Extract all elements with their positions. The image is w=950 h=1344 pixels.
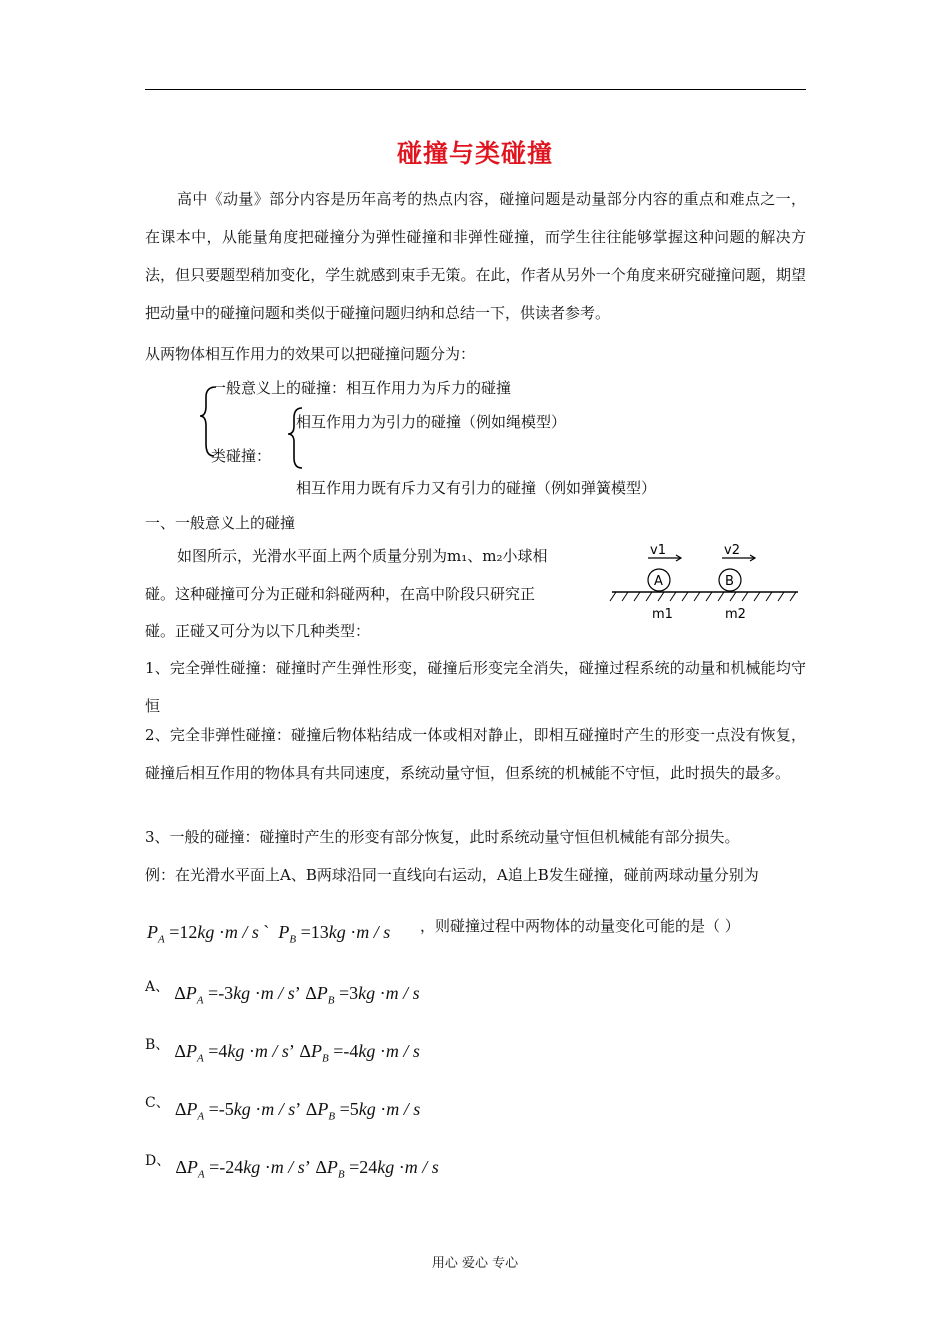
class-quasi-1: 相互作用力为引力的碰撞（例如绳模型） [296,413,567,431]
item-3: 3、一般的碰撞：碰撞时产生的形变有部分恢复，此时系统动量守恒但机械能有部分损失。 [145,828,740,846]
example-text: 例：在光滑水平面上A、B两球沿同一直线向右运动，A追上B发生碰撞，碰前两球动量分别为 [145,866,759,884]
option-b-dpb: -4 [343,1041,359,1061]
item-1: 1、完全弹性碰撞：碰撞时产生弹性形变，碰撞后形变完全消失，碰撞过程系统的动量和机械能均守恒 [145,659,806,715]
ground-hatching [610,592,796,601]
page-footer: 用心 爱心 专心 [431,1256,519,1271]
collision-figure [608,538,800,624]
figure-m2-label: m2 [725,607,746,622]
option-c: C、 $\Delta P_A =-5kg \cdot m / s$’ $\Delta P_B =5kg \cdot m / s$ [145,1095,421,1123]
ball-b-label: B [725,574,734,589]
question-text: ，则碰撞过程中两物体的动量变化可能的是（ ） [420,917,740,935]
option-c-label: C、 [145,1095,170,1111]
option-d: D、 $\Delta P_A =-24kg \cdot m / s$’ $\Delta P_B =24kg \cdot m / s$ [145,1153,439,1181]
section1-heading: 一、一般意义上的碰撞 [145,514,296,532]
option-c-dpb: 5 [349,1099,359,1119]
page-title: 碰撞与类碰撞 [396,139,553,168]
option-d-dpb: 24 [359,1157,378,1177]
header-rule [145,89,806,90]
option-a: A、 $\Delta P_A =-3kg \cdot m / s$’ $\Delta P_B =3kg \cdot m / s$ [145,979,420,1007]
class-quasi-2: 相互作用力既有斥力又有引力的碰撞（例如弹簧模型） [296,479,657,497]
classify-lead: 从两物体相互作用力的效果可以把碰撞问题分为： [145,345,476,363]
class-quasi-label: 类碰撞： [211,447,272,465]
intro-paragraph: 高中《动量》部分内容是历年高考的热点内容，碰撞问题是动量部分内容的重点和难点之一，在课本中，从能量角度把碰撞分为弹性碰撞和非弹性碰撞，而学生往往能够掌握这种问题的解决方法，但只要题型稍加变化，学生就感到束手无策。在此，作者从另外一个角度来研究碰撞问题，期望把动量中的碰撞问题和类似于碰撞问题归纳和总结一下，供读者参考。 [145,190,806,322]
option-a-dpa: -3 [218,983,234,1003]
option-d-dpa: -24 [219,1157,244,1177]
ball-a-label: A [654,574,663,589]
section1-line-2: 碰。这种碰撞可分为正碰和斜碰两种，在高中阶段只研究正 [145,585,536,603]
section1-line-1: 如图所示，光滑水平面上两个质量分别为m₁、m₂小球相 [177,547,548,565]
option-b-label: B、 [145,1037,170,1053]
option-d-label: D、 [145,1153,171,1169]
figure-v1-label: v1 [650,543,666,558]
option-a-dpb: 3 [349,983,359,1003]
option-c-dpa: -5 [218,1099,234,1119]
option-b: B、 $\Delta P_A =4kg \cdot m / s$’ $\Delta P_B =-4kg \cdot m / s$ [145,1037,420,1065]
given-momenta: $P_A =12kg \cdot m / s$ ` $P_B =13kg \cdot m / s$ [147,922,391,946]
section1-line-3: 碰。正碰又可分为以下几种类型： [145,622,371,640]
class-general: 一般意义上的碰撞：相互作用力为斥力的碰撞 [211,379,512,397]
option-b-dpa: 4 [218,1041,228,1061]
figure-m1-label: m1 [652,607,673,622]
item-2: 2、完全非弹性碰撞：碰撞后物体粘结成一体或相对静止，即相互碰撞时产生的形变一点没有恢复，碰撞后相互作用的物体具有共同速度，系统动量守恒，但系统的机械能不守恒，此时损失的最多。 [145,726,806,782]
option-a-label: A、 [145,979,170,995]
figure-v2-label: v2 [724,543,740,558]
